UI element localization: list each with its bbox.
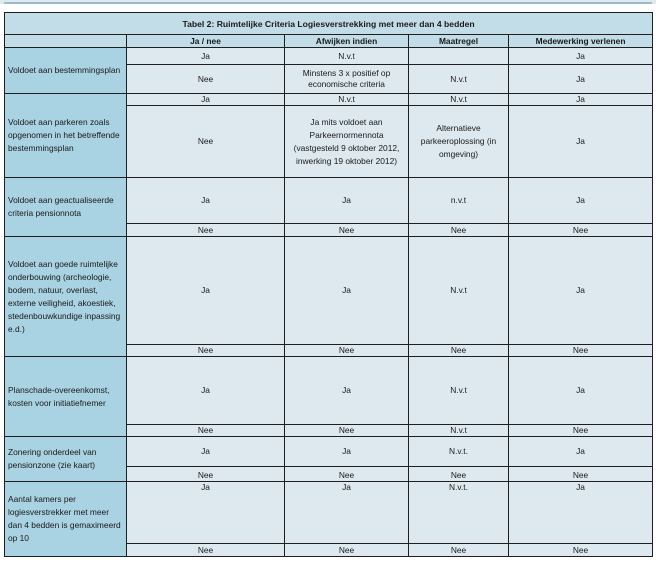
cell-medewerking: Nee [509, 425, 653, 437]
table-row [5, 237, 653, 345]
header-afwijken-indien: Afwijken indien [285, 35, 409, 48]
cell-ja-nee: Nee [127, 224, 285, 237]
cell-afwijken: Nee [285, 345, 409, 357]
header-corner-cell [5, 35, 127, 48]
cell-maatregel: n.v.t [409, 178, 509, 224]
cell-ja-nee: Ja [127, 482, 285, 544]
table-row [5, 482, 653, 544]
cell-afwijken: N.v.t [285, 48, 409, 65]
cell-afwijken: Minstens 3 x positief op economische criteria [285, 65, 409, 94]
criterion-label: Voldoet aan bestemmingsplan [5, 48, 127, 94]
criteria-table [4, 12, 653, 557]
cell-ja-nee: Ja [127, 437, 285, 467]
cell-medewerking: Ja [509, 178, 653, 224]
cell-medewerking: Nee [509, 544, 653, 557]
cell-ja-nee: Ja [127, 357, 285, 425]
cell-afwijken: N.v.t [285, 94, 409, 106]
cell-afwijken: Ja [285, 357, 409, 425]
cell-maatregel: Nee [409, 544, 509, 557]
table-row [5, 357, 653, 425]
criterion-label: Voldoet aan geactualiseerde criteria pensionnota [5, 178, 127, 237]
cell-afwijken: Ja mits voldoet aan Parkeernormennota (vastgesteld 9 oktober 2012, inwerking 19 oktober 2012) [285, 106, 409, 178]
cell-afwijken: Nee [285, 467, 409, 482]
cell-medewerking: Ja [509, 482, 653, 544]
cell-medewerking: Nee [509, 224, 653, 237]
cell-ja-nee: Nee [127, 425, 285, 437]
cell-ja-nee: Ja [127, 94, 285, 106]
cell-medewerking: Ja [509, 437, 653, 467]
cell-maatregel [409, 48, 509, 65]
cell-maatregel: N.v.t [409, 94, 509, 106]
cell-medewerking: Nee [509, 345, 653, 357]
cell-medewerking: Ja [509, 65, 653, 94]
criterion-label: Zonering onderdeel van pensionzone (zie kaart) [5, 437, 127, 482]
cell-afwijken: Ja [285, 178, 409, 224]
cell-maatregel: Alternatieve parkeeroplossing (in omgeving) [409, 106, 509, 178]
header-ja-nee: Ja / nee [127, 35, 285, 48]
criterion-label: Voldoet aan goede ruimtelijke onderbouwing (archeologie, bodem, natuur, overlast, externe veiligheid, akoestiek, stedenbouwkundige inpassing e.d.) [5, 237, 127, 357]
cell-maatregel: N.v.t. [409, 482, 509, 544]
cell-ja-nee: Ja [127, 48, 285, 65]
table-row [5, 48, 653, 65]
cell-medewerking: Ja [509, 94, 653, 106]
cell-ja-nee: Ja [127, 178, 285, 224]
cell-medewerking: Ja [509, 357, 653, 425]
cell-ja-nee: Nee [127, 106, 285, 178]
cell-medewerking: Ja [509, 48, 653, 65]
table-row [5, 178, 653, 224]
cell-ja-nee: Nee [127, 345, 285, 357]
cell-maatregel: N.v.t [409, 357, 509, 425]
cell-ja-nee: Nee [127, 467, 285, 482]
cell-maatregel: Nee [409, 224, 509, 237]
criterion-label: Aantal kamers per logiesverstrekker met meer dan 4 bedden is gemaximeerd op 10 [5, 482, 127, 557]
cell-ja-nee: Ja [127, 237, 285, 345]
cell-ja-nee: Nee [127, 65, 285, 94]
top-decoration-line [4, 2, 652, 4]
table-title: Tabel 2: Ruimtelijke Criteria Logiesverstrekking met meer dan 4 bedden [5, 13, 653, 35]
cell-maatregel: N.v.t. [409, 437, 509, 467]
table-row [5, 94, 653, 106]
cell-medewerking: Ja [509, 106, 653, 178]
cell-maatregel: N.v.t [409, 425, 509, 437]
header-medewerking-verlenen: Medewerking verlenen [509, 35, 653, 48]
table-row [5, 437, 653, 467]
cell-maatregel: N.v.t [409, 237, 509, 345]
criterion-label: Planschade-overeenkomst, kosten voor initiatiefnemer [5, 357, 127, 437]
cell-maatregel: N.v.t [409, 65, 509, 94]
cell-maatregel: Nee [409, 345, 509, 357]
cell-afwijken: Nee [285, 425, 409, 437]
cell-maatregel: Nee [409, 467, 509, 482]
criterion-label: Voldoet aan parkeren zoals opgenomen in het betreffende bestemmingsplan [5, 94, 127, 178]
cell-ja-nee: Nee [127, 544, 285, 557]
cell-afwijken: Ja [285, 437, 409, 467]
cell-medewerking: Nee [509, 467, 653, 482]
header-maatregel: Maatregel [409, 35, 509, 48]
cell-afwijken: Nee [285, 544, 409, 557]
cell-medewerking: Ja [509, 237, 653, 345]
cell-afwijken: Nee [285, 224, 409, 237]
cell-afwijken: Ja [285, 237, 409, 345]
cell-afwijken: Ja [285, 482, 409, 544]
